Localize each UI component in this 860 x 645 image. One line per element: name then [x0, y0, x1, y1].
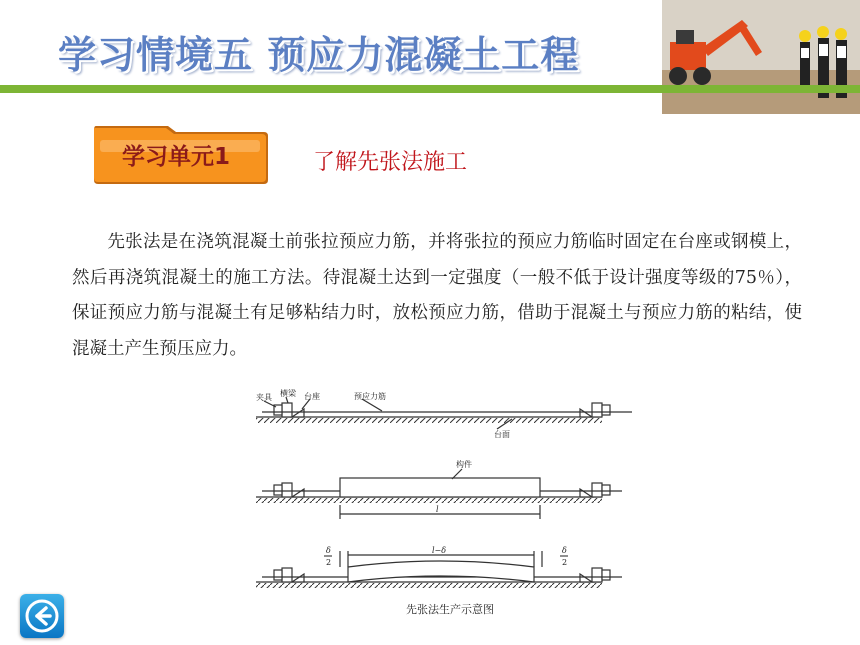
- unit-badge-label: 学习单元1: [121, 144, 230, 170]
- label-tendon: 预应力筋: [354, 392, 386, 401]
- label-clamp: 夹具: [256, 393, 272, 402]
- header-divider: [0, 85, 860, 93]
- label-shortened-length: l−δ: [432, 546, 447, 555]
- label-pedestal: 台座: [304, 392, 320, 401]
- label-delta-right-den: 2: [562, 558, 568, 567]
- page-title: 学习情境五 预应力混凝土工程: [58, 32, 580, 77]
- body-paragraph: [72, 225, 802, 367]
- left-arrow-icon: [20, 594, 64, 638]
- label-length: l: [436, 505, 439, 514]
- body-paragraph-text: 先张法是在浇筑混凝土前张拉预应力筋，并将张拉的预应力筋临时固定在台座或钢模上，然后再浇筑混凝土的施工方法。待混凝土达到一定强度（一般不低于设计强度等级的75％），保证预应力筋与混凝土有足够粘结力时，放松预应力筋，借助于混凝土与预应力筋的粘结，使混凝土产生预压应力。: [72, 232, 802, 359]
- pretensioning-diagram: [252, 387, 632, 602]
- label-member: 构件: [456, 460, 472, 469]
- header-photo-excavator-workers: [662, 0, 860, 114]
- label-delta-left-den: 2: [326, 558, 332, 567]
- label-delta-left-num: δ: [326, 546, 331, 555]
- back-button[interactable]: [20, 594, 64, 638]
- unit-title: 了解先张法施工: [313, 150, 468, 175]
- diagram-caption: 先张法生产示意图: [406, 603, 494, 616]
- label-delta-right-num: δ: [562, 546, 567, 555]
- label-platform: 台面: [494, 430, 510, 439]
- label-crossbeam: 横梁: [280, 389, 296, 398]
